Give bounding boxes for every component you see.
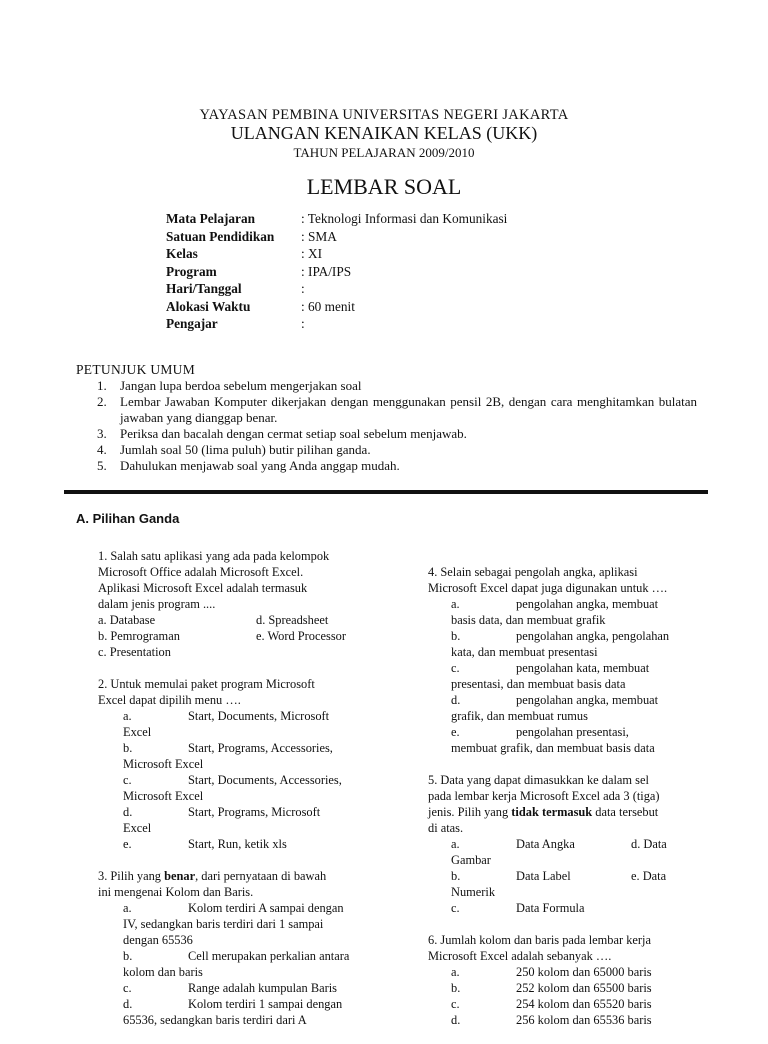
- question-line: 6. Jumlah kolom dan baris pada lembar kerja: [428, 933, 651, 947]
- option-text: pengolahan angka, membuat: [516, 693, 659, 707]
- option: [428, 628, 718, 644]
- option-letter: e.: [123, 837, 132, 851]
- option-text: Kolom terdiri 1 sampai dengan: [188, 997, 343, 1011]
- option-letter: b.: [123, 741, 133, 755]
- option: [98, 900, 398, 916]
- option-letter: e.: [451, 725, 460, 739]
- exam-name: ULANGAN KENAIKAN KELAS (UKK): [230, 123, 538, 143]
- questions-right-column: [428, 564, 718, 1044]
- option-text-cont: IV, sedangkan baris terdiri dari 1 sampai: [123, 917, 324, 931]
- option: d. Data: [631, 837, 667, 851]
- option: d. Spreadsheet: [256, 613, 329, 627]
- item-text: Jumlah soal 50 (lima puluh) butir pilihan ganda.: [120, 442, 371, 457]
- item-number: 5.: [97, 458, 107, 473]
- option-letter: c.: [123, 773, 132, 787]
- option-text-cont: basis data, dan membuat grafik: [451, 613, 606, 627]
- document-title: LEMBAR SOAL: [306, 174, 462, 199]
- info-row: [166, 298, 507, 316]
- info-row: [166, 210, 507, 228]
- item-number: 4.: [97, 442, 107, 457]
- question-3: [98, 868, 398, 1028]
- option-text: Range adalah kumpulan Baris: [188, 981, 337, 995]
- option-text-cont: membuat grafik, dan membuat basis data: [451, 741, 655, 755]
- option: [428, 692, 718, 708]
- option-letter: d.: [123, 997, 133, 1011]
- option-letter: c.: [451, 997, 460, 1011]
- question-text: , dari pernyataan di bawah: [195, 869, 327, 883]
- info-value: : 60 menit: [301, 298, 355, 314]
- option: [428, 996, 718, 1012]
- question-line: Microsoft Excel adalah sebanyak ….: [428, 949, 612, 963]
- option-text: Start, Documents, Microsoft: [188, 709, 330, 723]
- info-row: [166, 228, 507, 246]
- option: [98, 836, 398, 852]
- option: [428, 660, 718, 676]
- option: b. Pemrograman: [98, 629, 180, 643]
- option-letter: d.: [451, 1013, 461, 1027]
- questions-left-column: [98, 548, 398, 1044]
- option-text-cont: Microsoft Excel: [123, 789, 204, 803]
- option-text: pengolahan angka, pengolahan: [516, 629, 670, 643]
- question-line: 2. Untuk memulai paket program Microsoft: [98, 677, 315, 691]
- option-text: Start, Run, ketik xls: [188, 837, 287, 851]
- option-row: [428, 900, 718, 916]
- info-row: [166, 280, 507, 298]
- option-text: pengolahan angka, membuat: [516, 597, 659, 611]
- option-text: Kolom terdiri A sampai dengan: [188, 901, 344, 915]
- option-text-cont: dengan 65536: [123, 933, 193, 947]
- item-number: 1.: [97, 378, 107, 393]
- option: [98, 740, 398, 756]
- question-text: 3. Pilih yang: [98, 869, 165, 883]
- exam-info-table: [166, 210, 507, 333]
- item-text: Periksa dan bacalah dengan cermat setiap soal sebelum menjawab.: [120, 426, 467, 441]
- question-6: [428, 932, 718, 1028]
- info-value: : Teknologi Informasi dan Komunikasi: [301, 211, 508, 226]
- option: [98, 804, 398, 820]
- info-key: Kelas: [166, 246, 198, 261]
- option-row: [428, 836, 718, 852]
- option-text-cont: Microsoft Excel: [123, 757, 204, 771]
- question-5: [428, 772, 718, 916]
- option-text: Cell merupakan perkalian antara: [188, 949, 350, 963]
- option-text-cont: Excel: [123, 821, 152, 835]
- option-text-cont: Gambar: [451, 853, 491, 867]
- option-letter: a.: [451, 965, 460, 979]
- option-row: [98, 612, 398, 628]
- question-line: 1. Salah satu aplikasi yang ada pada kelompok: [98, 549, 330, 563]
- info-key: Mata Pelajaran: [166, 211, 255, 226]
- info-key: Program: [166, 263, 217, 279]
- option: [98, 948, 398, 964]
- option-letter: b.: [123, 949, 133, 963]
- section-divider: [64, 490, 708, 494]
- option: c. Presentation: [98, 645, 171, 659]
- option: [428, 724, 718, 740]
- option-text: Start, Documents, Accessories,: [188, 773, 342, 787]
- option-text: Data Formula: [516, 901, 585, 915]
- question-line: di atas.: [428, 821, 464, 835]
- option: [428, 1012, 718, 1028]
- list-item: [97, 442, 697, 458]
- list-item: [97, 394, 697, 426]
- item-number: 2.: [97, 394, 107, 409]
- option: [98, 708, 398, 724]
- question-line: dalam jenis program ....: [98, 597, 216, 611]
- option-text: Start, Programs, Accessories,: [188, 741, 333, 755]
- info-row: [166, 263, 507, 281]
- general-instructions-title: PETUNJUK UMUM: [76, 362, 196, 377]
- question-line: pada lembar kerja Microsoft Excel ada 3 (tiga): [428, 789, 660, 803]
- option: [98, 772, 398, 788]
- option-text-cont: Numerik: [451, 885, 496, 899]
- question-2: [98, 676, 398, 852]
- question-line: ini mengenai Kolom dan Baris.: [98, 885, 254, 899]
- info-row: [166, 245, 507, 263]
- info-row: [166, 315, 507, 333]
- option-letter: c.: [451, 901, 460, 915]
- option-text: Data Label: [516, 869, 571, 883]
- option-row: [98, 644, 398, 660]
- option-text: 256 kolom dan 65536 baris: [516, 1013, 652, 1027]
- academic-year: TAHUN PELAJARAN 2009/2010: [293, 145, 475, 160]
- option-letter: b.: [451, 869, 461, 883]
- question-line: Microsoft Excel dapat juga digunakan untuk ….: [428, 581, 668, 595]
- list-item: [97, 426, 697, 442]
- question-text: jenis. Pilih yang: [428, 805, 512, 819]
- option: a. Database: [98, 613, 156, 627]
- question-line: Aplikasi Microsoft Excel adalah termasuk: [98, 581, 308, 595]
- question-4: [428, 564, 718, 756]
- option-row: [98, 628, 398, 644]
- option: [428, 964, 718, 980]
- question-line: Microsoft Office adalah Microsoft Excel.: [98, 565, 304, 579]
- option: [428, 980, 718, 996]
- item-text: Lembar Jawaban Komputer dikerjakan dengan menggunakan pensil 2B, dengan cara menghitamkan bulatan jawaban yang dianggap benar.: [120, 394, 697, 425]
- option: e. Data: [631, 869, 667, 883]
- option-letter: b.: [451, 629, 461, 643]
- item-text: Dahulukan menjawab soal yang Anda anggap mudah.: [120, 458, 400, 473]
- option-text: 252 kolom dan 65500 baris: [516, 981, 652, 995]
- option-text: 254 kolom dan 65520 baris: [516, 997, 652, 1011]
- question-line: 5. Data yang dapat dimasukkan ke dalam sel: [428, 773, 649, 787]
- list-item: [97, 458, 697, 474]
- option-text-cont: 65536, sedangkan baris terdiri dari A: [123, 1013, 307, 1027]
- item-text: Jangan lupa berdoa sebelum mengerjakan soal: [120, 378, 362, 393]
- option-letter: a.: [123, 901, 132, 915]
- question-line: [428, 804, 718, 820]
- option-row: [428, 868, 718, 884]
- option-letter: a.: [451, 837, 460, 851]
- foundation-name: YAYASAN PEMBINA UNIVERSITAS NEGERI JAKARTA: [199, 107, 569, 123]
- option: [98, 996, 398, 1012]
- option-text: Data Angka: [516, 837, 575, 851]
- question-line: 4. Selain sebagai pengolah angka, aplikasi: [428, 565, 638, 579]
- option: [428, 596, 718, 612]
- info-key: Hari/Tanggal: [166, 281, 242, 296]
- section-title: A. Pilihan Ganda: [76, 511, 180, 526]
- option-letter: d.: [451, 693, 461, 707]
- info-key: Alokasi Waktu: [166, 298, 251, 314]
- info-value: : XI: [301, 246, 323, 261]
- option-text-cont: grafik, dan membuat rumus: [451, 709, 588, 723]
- option-text-cont: presentasi, dan membuat basis data: [451, 677, 626, 691]
- question-line: Excel dapat dipilih menu ….: [98, 693, 241, 707]
- info-key: Satuan Pendidikan: [166, 228, 275, 244]
- option-text-cont: Excel: [123, 725, 152, 739]
- option: e. Word Processor: [256, 629, 346, 643]
- option-text: Start, Programs, Microsoft: [188, 805, 321, 819]
- option-text: pengolahan kata, membuat: [516, 661, 650, 675]
- info-value: :: [301, 316, 305, 331]
- option-text: 250 kolom dan 65000 baris: [516, 965, 652, 979]
- question-1: [98, 548, 398, 660]
- info-key: Pengajar: [166, 316, 218, 331]
- question-text: data tersebut: [592, 805, 659, 819]
- option-letter: a.: [451, 597, 460, 611]
- option-letter: b.: [451, 981, 461, 995]
- list-item: [97, 378, 697, 394]
- general-instructions-list: [97, 378, 697, 474]
- option-text-cont: kolom dan baris: [123, 965, 203, 979]
- option-letter: d.: [123, 805, 133, 819]
- option-letter: a.: [123, 709, 132, 723]
- info-value: : IPA/IPS: [301, 263, 352, 279]
- option-letter: c.: [451, 661, 460, 675]
- option-letter: c.: [123, 981, 132, 995]
- info-value: : SMA: [301, 228, 337, 244]
- question-emphasis: tidak termasuk: [511, 805, 593, 819]
- option-text-cont: kata, dan membuat presentasi: [451, 645, 598, 659]
- option: [98, 980, 398, 996]
- item-number: 3.: [97, 426, 107, 441]
- info-value: :: [301, 281, 305, 296]
- question-line: [98, 868, 398, 884]
- option-text: pengolahan presentasi,: [516, 725, 629, 739]
- question-emphasis: benar: [164, 869, 196, 883]
